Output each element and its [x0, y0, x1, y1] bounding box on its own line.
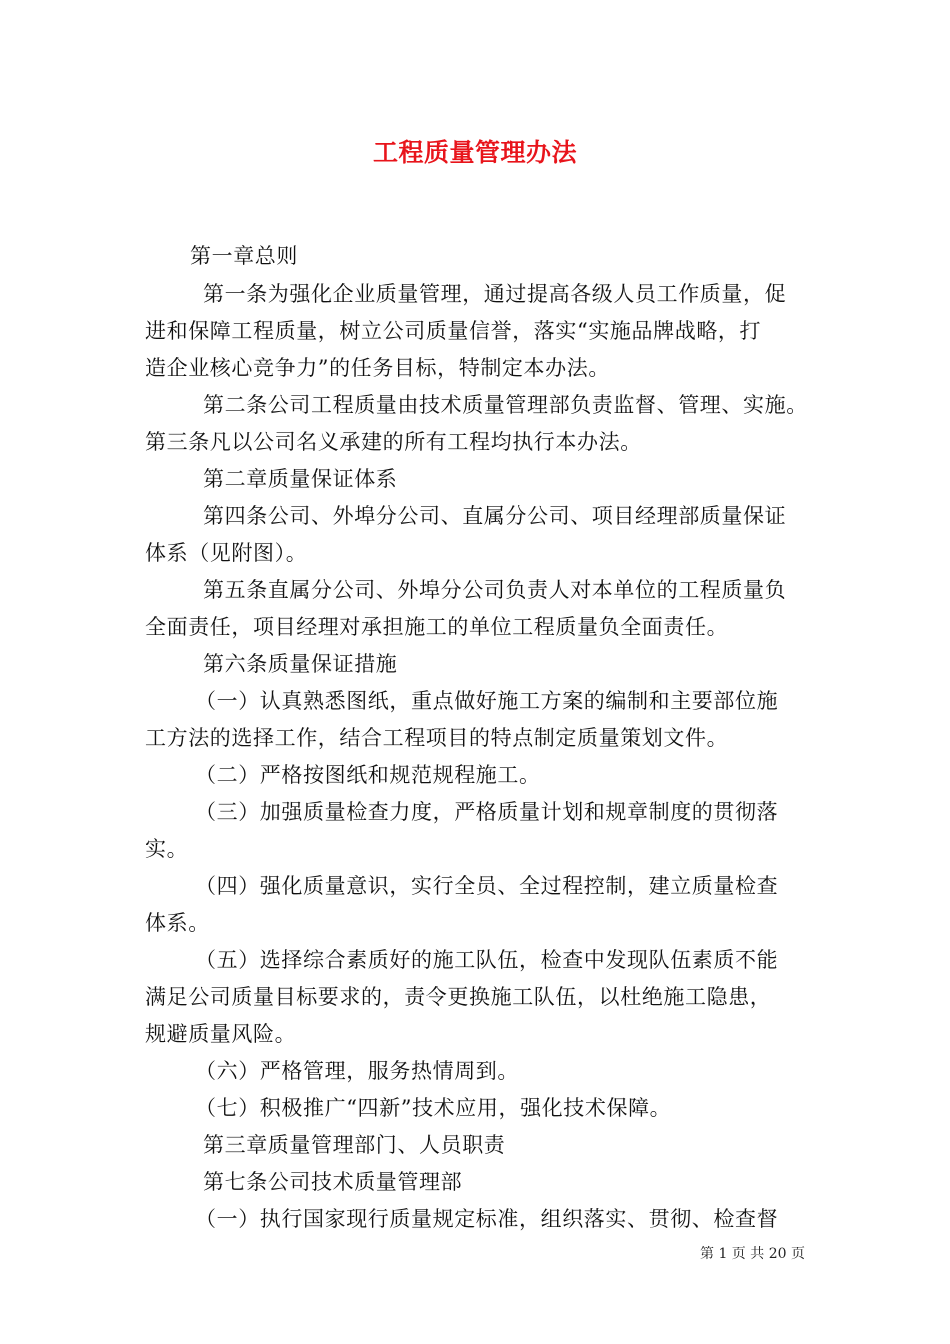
paragraph-line: （五）选择综合素质好的施工队伍，检查中发现队伍素质不能: [195, 948, 779, 972]
paragraph-line: 规避质量风险。: [145, 1022, 297, 1046]
paragraph-line: 体系。: [145, 911, 210, 935]
paragraph-line: 体系（见附图）。: [145, 541, 308, 565]
paragraph-line: 第一章总则: [190, 244, 298, 268]
paragraph-line: 造企业核心竞争力”的任务目标，特制定本办法。: [145, 356, 610, 380]
paragraph-line: （六）严格管理，服务热情周到。: [195, 1059, 519, 1083]
paragraph-line: 第四条公司、外埠分公司、直属分公司、项目经理部质量保证: [203, 504, 787, 528]
paragraph-line: 第六条质量保证措施: [203, 652, 398, 676]
page-number-footer: 第 1 页 共 20 页: [700, 1246, 805, 1262]
paragraph-line: （一）认真熟悉图纸，重点做好施工方案的编制和主要部位施: [195, 689, 779, 713]
paragraph-line: 第三条凡以公司名义承建的所有工程均执行本办法。: [145, 430, 642, 454]
document-title: 工程质量管理办法: [372, 138, 577, 167]
paragraph-line: 实。: [145, 837, 189, 861]
paragraph-line: 工方法的选择工作，结合工程项目的特点制定质量策划文件。: [145, 726, 729, 750]
paragraph-line: 满足公司质量目标要求的，责令更换施工队伍，以杜绝施工隐患，: [145, 985, 772, 1009]
paragraph-line: （七）积极推广“四新”技术应用，强化技术保障。: [195, 1096, 672, 1120]
paragraph-line: 第五条直属分公司、外埠分公司负责人对本单位的工程质量负: [203, 578, 787, 602]
paragraph-line: 第七条公司技术质量管理部: [203, 1170, 463, 1194]
paragraph-line: 第三章质量管理部门、人员职责: [203, 1133, 506, 1157]
paragraph-line: 全面责任，项目经理对承担施工的单位工程质量负全面责任。: [145, 615, 729, 639]
paragraph-line: 第一条为强化企业质量管理，通过提高各级人员工作质量，促: [203, 282, 787, 306]
paragraph-line: 进和保障工程质量，树立公司质量信誉，落实“实施品牌战略，打: [145, 319, 762, 343]
paragraph-line: （四）强化质量意识，实行全员、全过程控制，建立质量检查: [195, 874, 779, 898]
paragraph-line: （三）加强质量检查力度，严格质量计划和规章制度的贯彻落: [195, 800, 779, 824]
paragraph-line: （二）严格按图纸和规范规程施工。: [195, 763, 541, 787]
paragraph-line: 第二条公司工程质量由技术质量管理部负责监督、管理、实施。: [203, 393, 808, 417]
paragraph-line: 第二章质量保证体系: [203, 467, 398, 491]
paragraph-line: （一）执行国家现行质量规定标准，组织落实、贯彻、检查督: [195, 1207, 779, 1231]
